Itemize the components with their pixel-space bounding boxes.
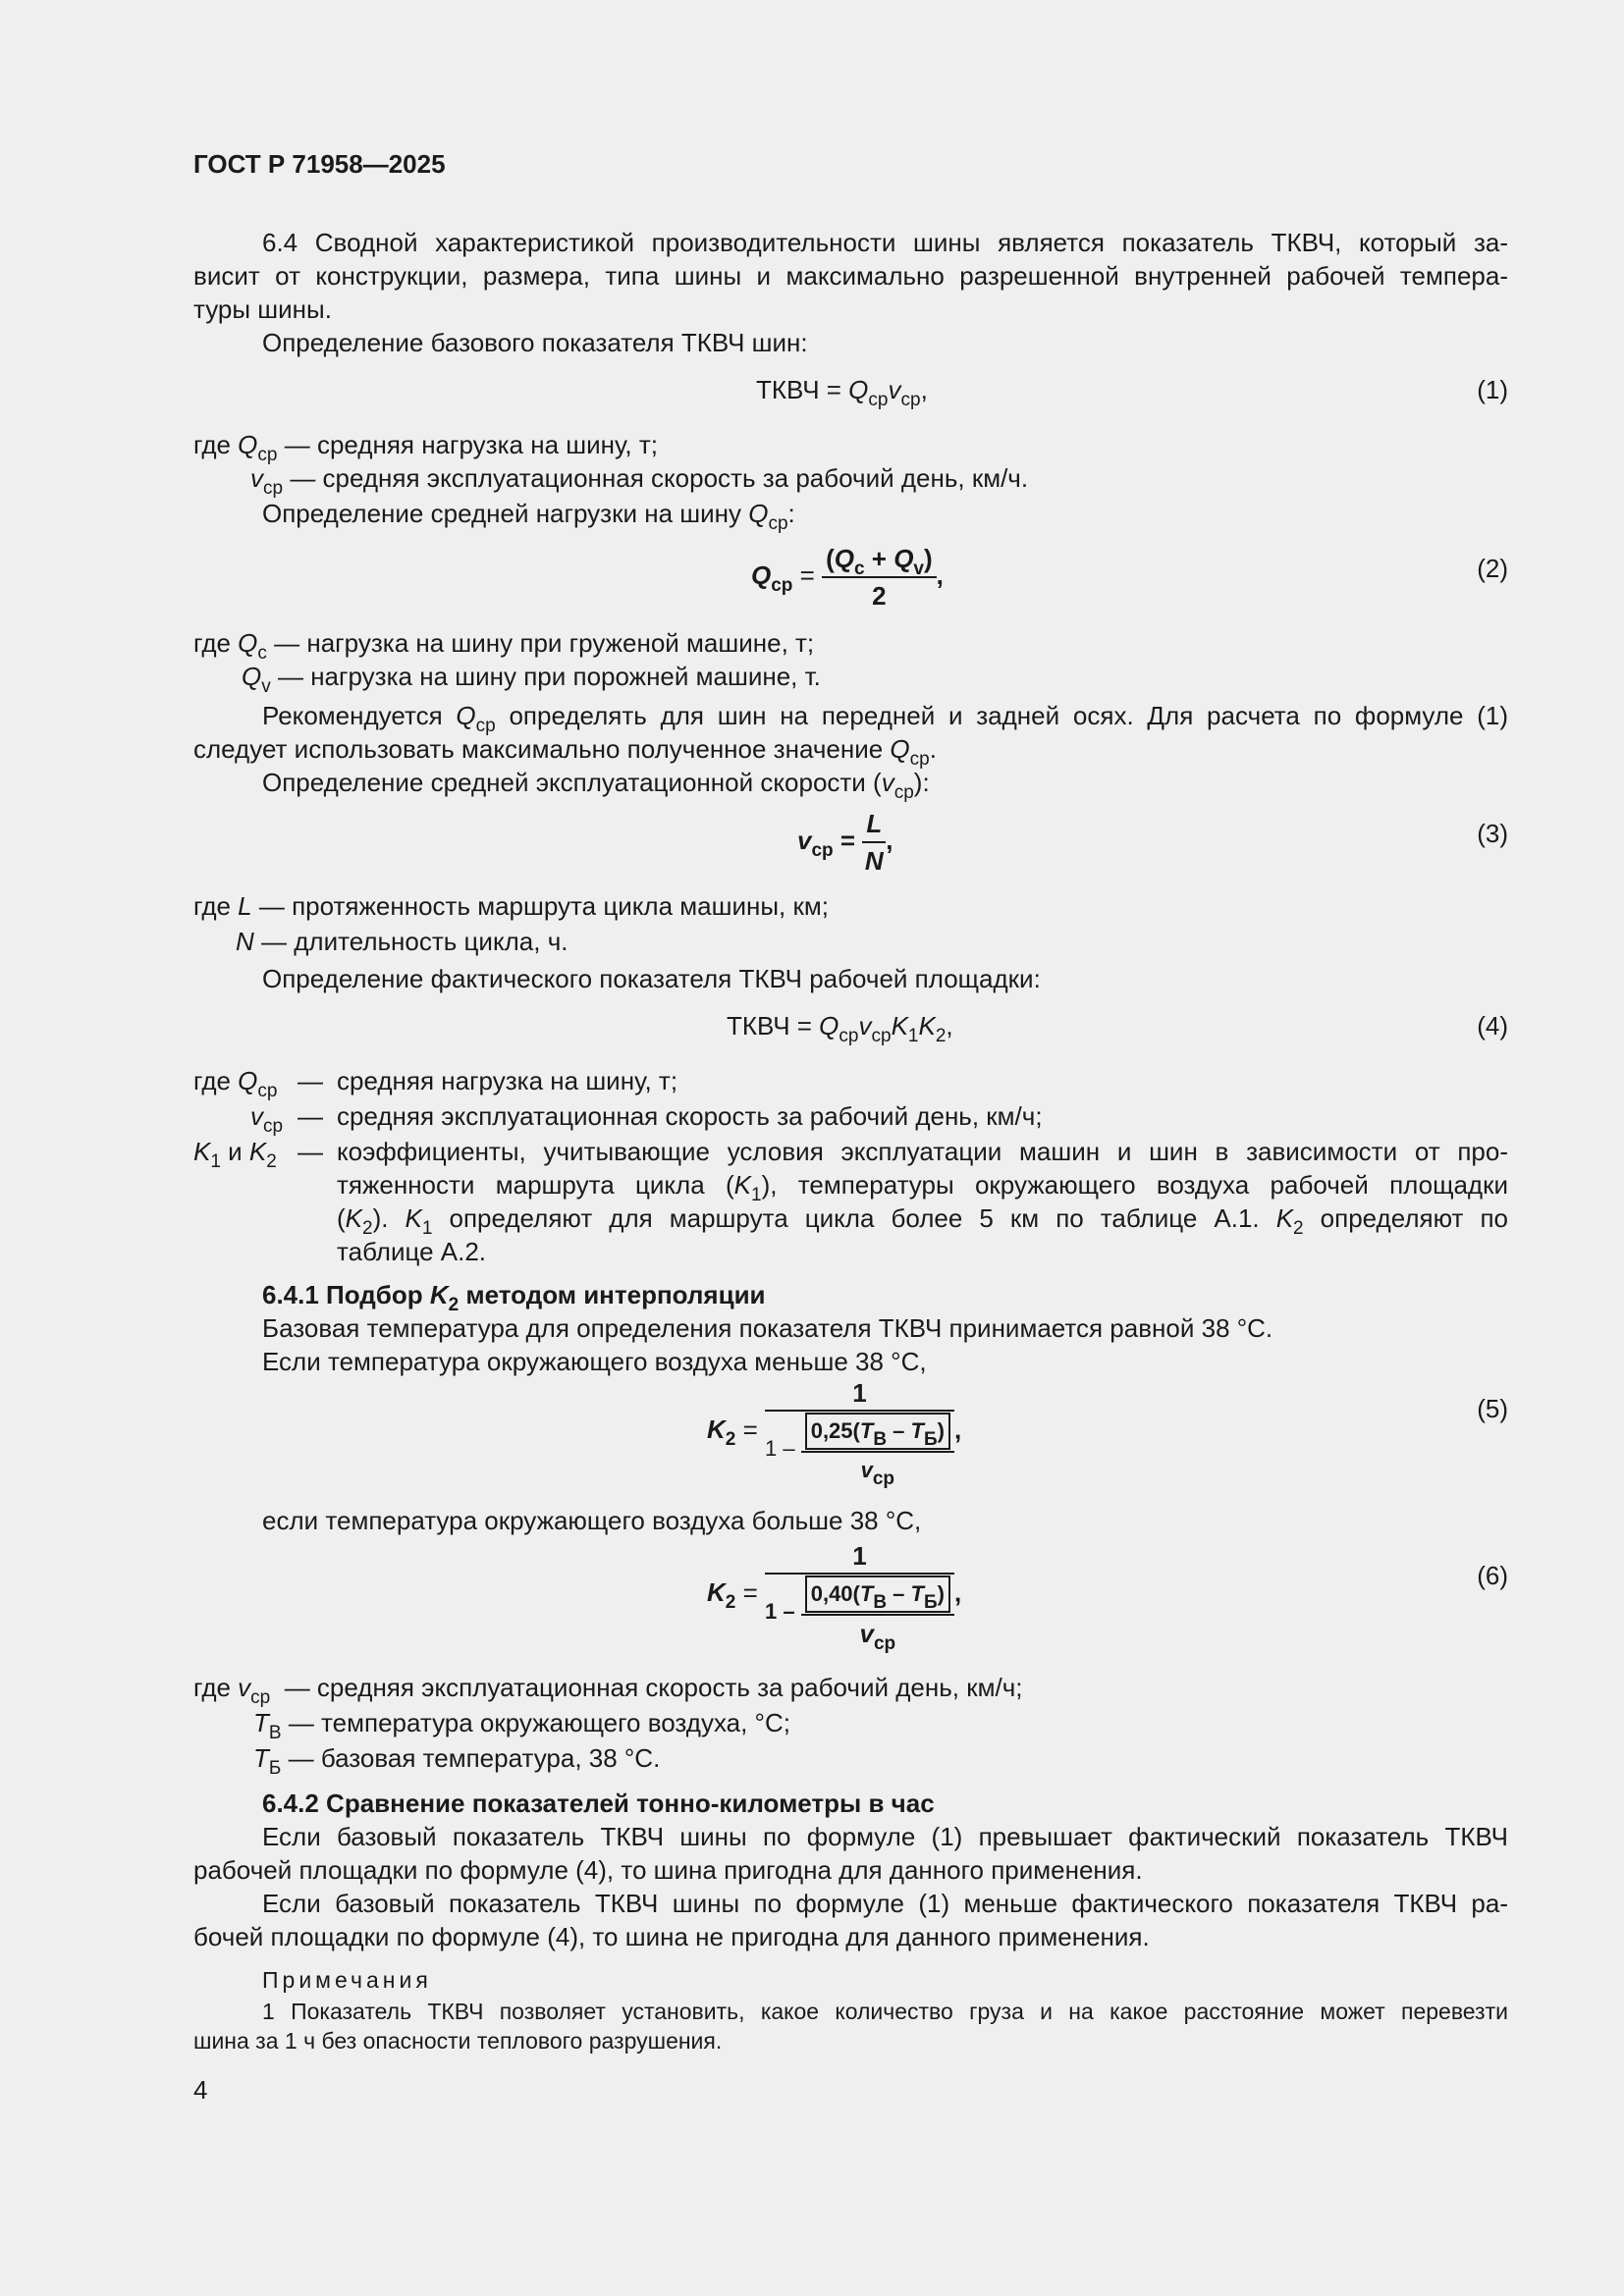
formula-5: $K_2$ = 1 1 – $\frac{0,25(T_В - T_Б)}{v_{ср}}$ , <box>707 1378 962 1489</box>
recommend-line-1: Рекомендуется $Q_{ср}$ определять для шин на передней и задней осях. Для расчета по формуле (1) <box>262 701 1508 736</box>
f4-def-k-line-1: коэффициенты, учитывающие условия эксплуатации машин и шин в зависимости от про- <box>337 1137 1508 1166</box>
formula-4-number: (4) <box>1477 1011 1508 1041</box>
f2-def-qc: где $Q_с$ — нагрузка на шину при груженой машине, т; <box>193 628 815 664</box>
formula-5-number: (5) <box>1477 1394 1508 1423</box>
section-6-4-2-title: 6.4.2 Сравнение показателей тонно-километры в час <box>262 1789 935 1818</box>
para-6-4-line-3: туры шины. <box>193 294 332 324</box>
section-6-4-2-p1-line-2: рабочей площадки по формуле (4), то шина пригодна для данного применения. <box>193 1855 1143 1885</box>
formula-1-label: ТКВЧ = <box>756 375 849 404</box>
formula-4: ТКВЧ = $Q_{ср}v_{ср}K_1K_2$, <box>727 1011 953 1046</box>
f4-def-k: $K_1$ и $K_2$ <box>193 1137 277 1172</box>
f1-def-q: где $Q_{ср}$ — средняя нагрузка на шину, т; <box>193 430 658 465</box>
f4-def-k-line-4: таблице А.2. <box>337 1237 487 1266</box>
f56-def-tv: $T_В$ — температура окружающего воздуха, °С; <box>253 1708 790 1743</box>
note-1-line-2: шина за 1 ч без опасности теплового разрушения. <box>193 2028 723 2054</box>
f4-def-k-line-2: тяженности маршрута цикла $(K_1)$, температуры окружающего воздуха рабочей площадки <box>337 1170 1508 1205</box>
f4-def-v: $v_{ср}$ <box>250 1101 284 1137</box>
f56-def-tb-text: — базовая температура, 38 °С. <box>288 1743 661 1773</box>
note-1-line-1: 1 Показатель ТКВЧ позволяет установить, какое количество груза и на какое расстояние может перевезти <box>262 1999 1508 2024</box>
f4-def-q: где $Q_{ср}$ <box>193 1066 278 1101</box>
actual-intro: Определение фактического показателя ТКВЧ рабочей площадки: <box>262 964 1041 993</box>
speed-intro: Определение средней эксплуатационной скорости $(v_{ср})$: <box>262 768 930 803</box>
base-intro: Определение базового показателя ТКВЧ шин: <box>262 328 808 357</box>
f4-def-q-dash: — <box>298 1066 323 1095</box>
section-6-4-2-p2-line-2: бочей площадки по формуле (4), то шина не пригодна для данного применения. <box>193 1922 1150 1951</box>
f3-def-n-text: — длительность цикла, ч. <box>261 927 568 956</box>
f3-def-l: где L — протяженность маршрута цикла машины, км; <box>193 891 829 921</box>
recommend-line-2: следует использовать максимально полученное значение $Q_{ср}$. <box>193 734 937 770</box>
formula-2: $Q_{ср}$ = $\frac{(Q_с + Q_v)}{2}$ , <box>751 544 944 611</box>
above-text: если температура окружающего воздуха больше 38 °С, <box>262 1506 922 1535</box>
para-6-4-line-2: висит от конструкции, размера, типа шины и максимально разрешенной внутренней рабочей темпера- <box>193 261 1508 291</box>
formula-3: $v_{ср}$ = $\frac{L}{N}$ , <box>797 809 893 876</box>
section-6-4-2-p1-line-1: Если базовый показатель ТКВЧ шины по формуле (1) превышает фактический показатель ТКВЧ <box>262 1822 1508 1851</box>
f4-def-k-line-3: $(K_2)$. $K_1$ определяют для маршрута цикла более 5 км по таблице А.1. $K_2$ определяют по <box>337 1203 1509 1239</box>
page-number: 4 <box>193 2075 208 2105</box>
formula-3-number: (3) <box>1477 819 1508 848</box>
f1-def-q-text: — средняя нагрузка на шину, т; <box>284 430 658 459</box>
section-6-4-1-line-2: Если температура окружающего воздуха меньше 38 °С, <box>262 1347 927 1376</box>
avg-load-intro: Определение средней нагрузки на шину $Q_{ср}$: <box>262 499 795 534</box>
f4-def-q-text: средняя нагрузка на шину, т; <box>337 1066 678 1095</box>
f56-def-tv-text: — температура окружающего воздуха, °С; <box>288 1708 790 1737</box>
formula-2-number: (2) <box>1477 554 1508 583</box>
section-6-4-2-p2-line-1: Если базовый показатель ТКВЧ шины по формуле (1) меньше фактического показателя ТКВЧ ра- <box>262 1889 1508 1918</box>
section-6-4-1-title: 6.4.1 Подбор $K_2$ методом интерполяции <box>262 1280 766 1315</box>
f56-def-tb: $T_Б$ — базовая температура, 38 °С. <box>253 1743 661 1779</box>
formula-6: $K_2$ = 1 1 – $\frac{0,40(T_В - T_Б)}{v_{ср}}$ , <box>707 1541 962 1654</box>
f2-def-qv-text: — нагрузка на шину при порожней машине, т. <box>277 662 821 691</box>
f56-def-v: где $v_{ср}$ — средняя эксплуатационная скорость за рабочий день, км/ч; <box>193 1673 1023 1708</box>
formula-1-number: (1) <box>1477 375 1508 404</box>
f1-def-v-text: — средняя эксплуатационная скорость за рабочий день, км/ч. <box>290 463 1029 493</box>
para-6-4-line-1: 6.4 Сводной характеристикой производительности шины является показатель ТКВЧ, который за- <box>262 228 1508 257</box>
f4-def-v-dash: — <box>298 1101 323 1131</box>
f4-def-v-text: средняя эксплуатационная скорость за рабочий день, км/ч; <box>337 1101 1043 1131</box>
section-6-4-1-line-1: Базовая температура для определения показателя ТКВЧ принимается равной 38 °С. <box>262 1313 1273 1343</box>
f3-def-n: N — длительность цикла, ч. <box>236 927 568 956</box>
formula-6-number: (6) <box>1477 1561 1508 1590</box>
notes-title: Примечания <box>262 1967 432 1993</box>
f2-def-qv: $Q_v$ — нагрузка на шину при порожней машине, т. <box>242 662 821 697</box>
f1-def-v: $v_{ср}$ — средняя эксплуатационная скорость за рабочий день, км/ч. <box>250 463 1029 499</box>
f2-def-qc-text: — нагрузка на шину при груженой машине, т; <box>274 628 815 658</box>
document-header: ГОСТ Р 71958—2025 <box>193 149 446 179</box>
f3-def-l-text: — протяженность маршрута цикла машины, км; <box>258 891 829 921</box>
formula-1: ТКВЧ = $Q_{ср}v_{ср}$, <box>756 375 928 410</box>
f4-def-k-dash: — <box>298 1137 323 1166</box>
f56-def-v-text: — средняя эксплуатационная скорость за рабочий день, км/ч; <box>284 1673 1023 1702</box>
